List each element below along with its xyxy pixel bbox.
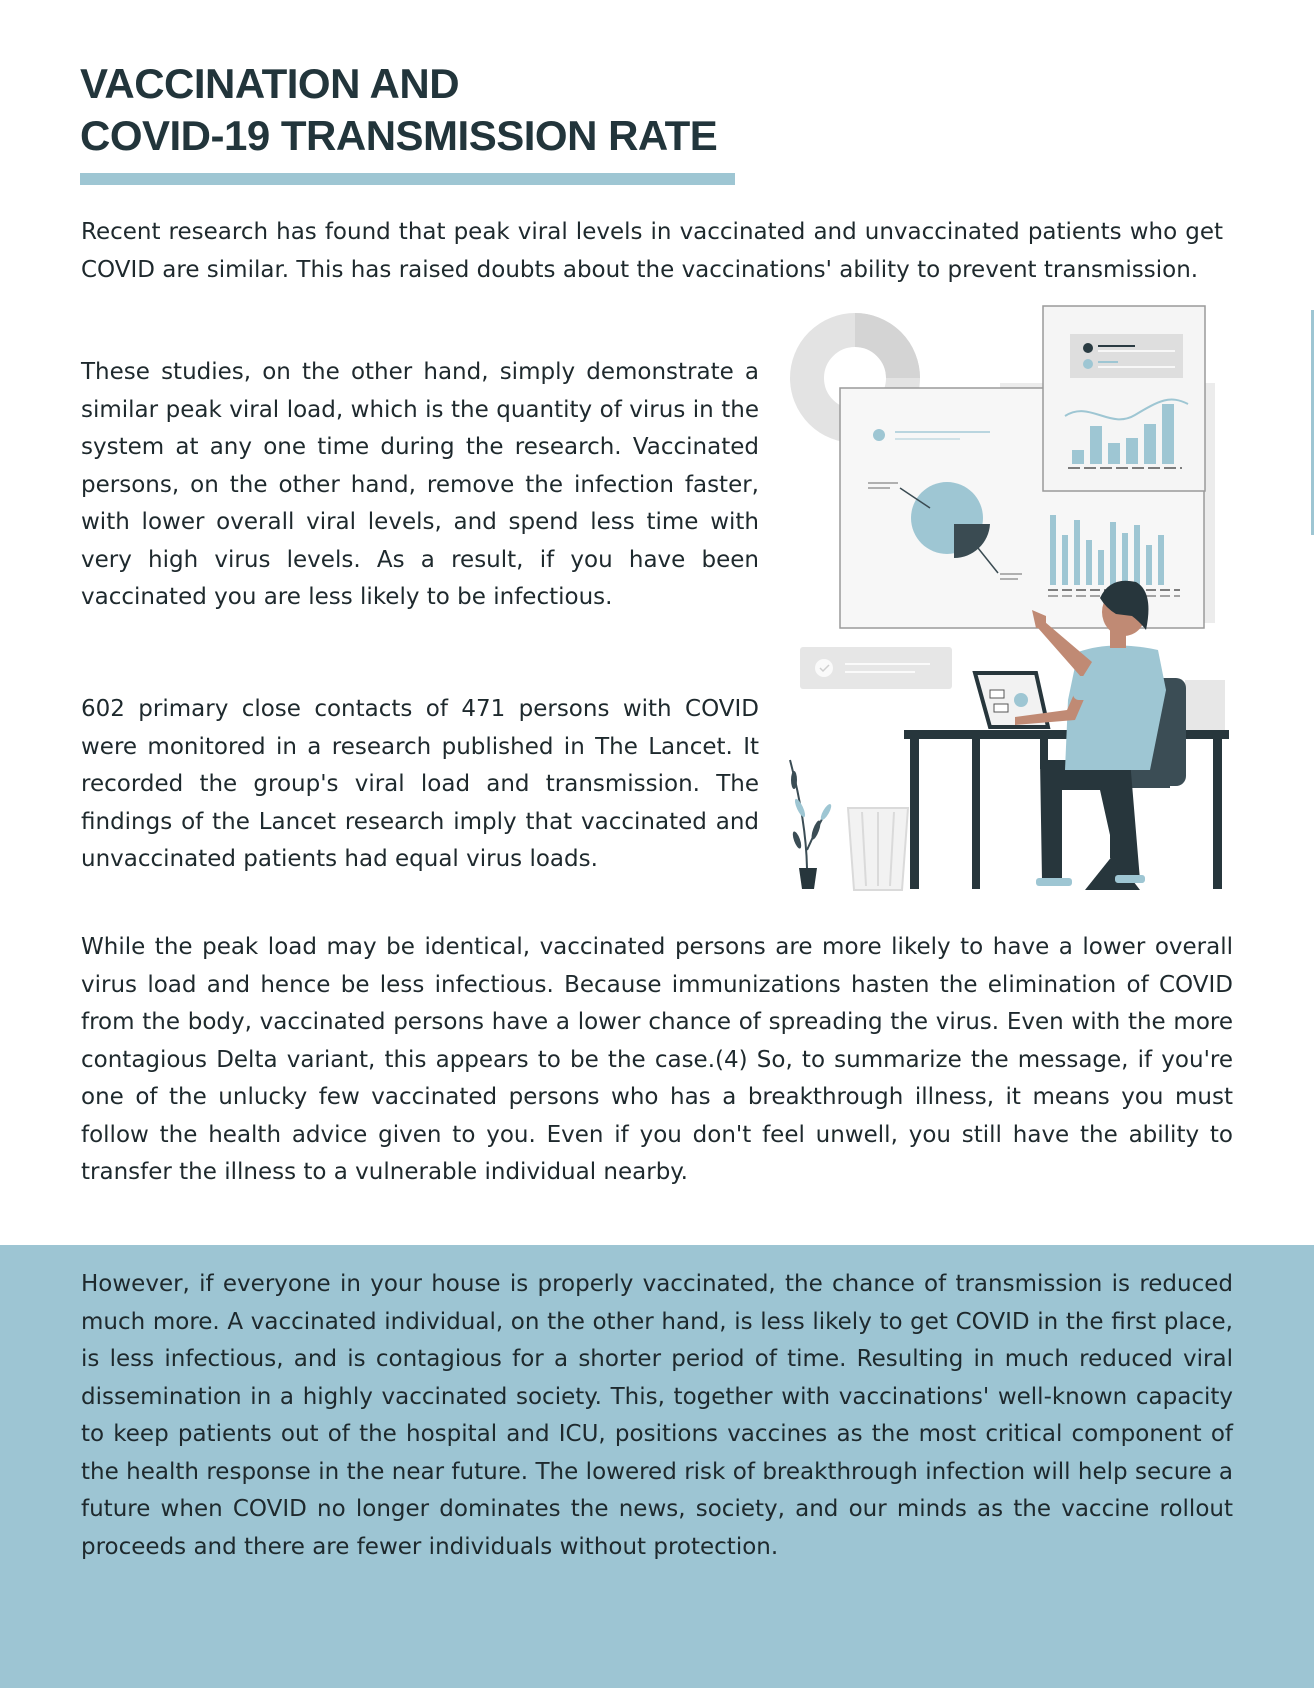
paragraph-intro: Recent research has found that peak viral levels in vaccinated and unvaccinated patients who get COVID are similar. This has raised doubts about the vaccinations' ability to prevent transmission. — [81, 219, 1223, 283]
notification-card — [800, 647, 952, 689]
drawer — [1185, 680, 1225, 730]
person-at-desk-with-charts-illustration — [780, 298, 1240, 898]
paragraph-household-vaccination: However, if everyone in your house is properly vaccinated, the chance of transmission is reduced much more. A vaccinated individual, on the other hand, is less likely to get COVID in the first place, is less infectious, and is contagious for a shorter period of time. Resulting in much reduced viral dissemination in a highly vaccinated society. This, together with vaccinations' well-known capacity to keep patients out of the hospital and ICU, positions vaccines as the most critical component of the health response in the near future. The lowered risk of breakthrough infection will help secure a future when COVID no longer dominates the news, society, and our minds as the vaccine rollout proceeds and there are fewer individuals without protection. — [81, 1271, 1233, 1560]
potted-plant-icon — [790, 760, 833, 889]
title-line-2: COVID-19 TRANSMISSION RATE — [80, 112, 718, 159]
title-line-1: VACCINATION AND — [80, 60, 460, 107]
paragraph-lancet-study: 602 primary close contacts of 471 persons with COVID were monitored in a research published in The Lancet. It recorded the group's viral load and transmission. The findings of the Lancet research imply that vaccinated and unvaccinated patients had equal virus loads. — [81, 696, 759, 872]
paragraph-peak-viral-load: These studies, on the other hand, simply demonstrate a similar peak viral load, which is the quantity of virus in the system at any one time during the research. Vaccinated persons, on the other hand, remove the infection faster, with lower overall viral levels, and spend less time with very high virus levels. As a result, if you have been vaccinated you are less likely to be infectious. — [81, 359, 759, 610]
paragraph-lower-overall-load: While the peak load may be identical, vaccinated persons are more likely to have a lower overall virus load and hence be less infectious. Because immunizations hasten the elimination of COVID from the body, vaccinated persons have a lower chance of spreading the virus. Even with the more contagious Delta variant, this appears to be the case.(4) So, to summarize the message, if you're one of the unlucky few vaccinated persons who has a breakthrough illness, it means you must follow the health advice given to you. Even if you don't feel unwell, you still have the ability to transfer the illness to a vulnerable individual nearby. — [81, 934, 1233, 1185]
title-underline — [80, 173, 735, 185]
top-right-chart-board — [1043, 306, 1205, 491]
waste-basket-icon — [848, 808, 908, 890]
page-title — [80, 58, 780, 162]
